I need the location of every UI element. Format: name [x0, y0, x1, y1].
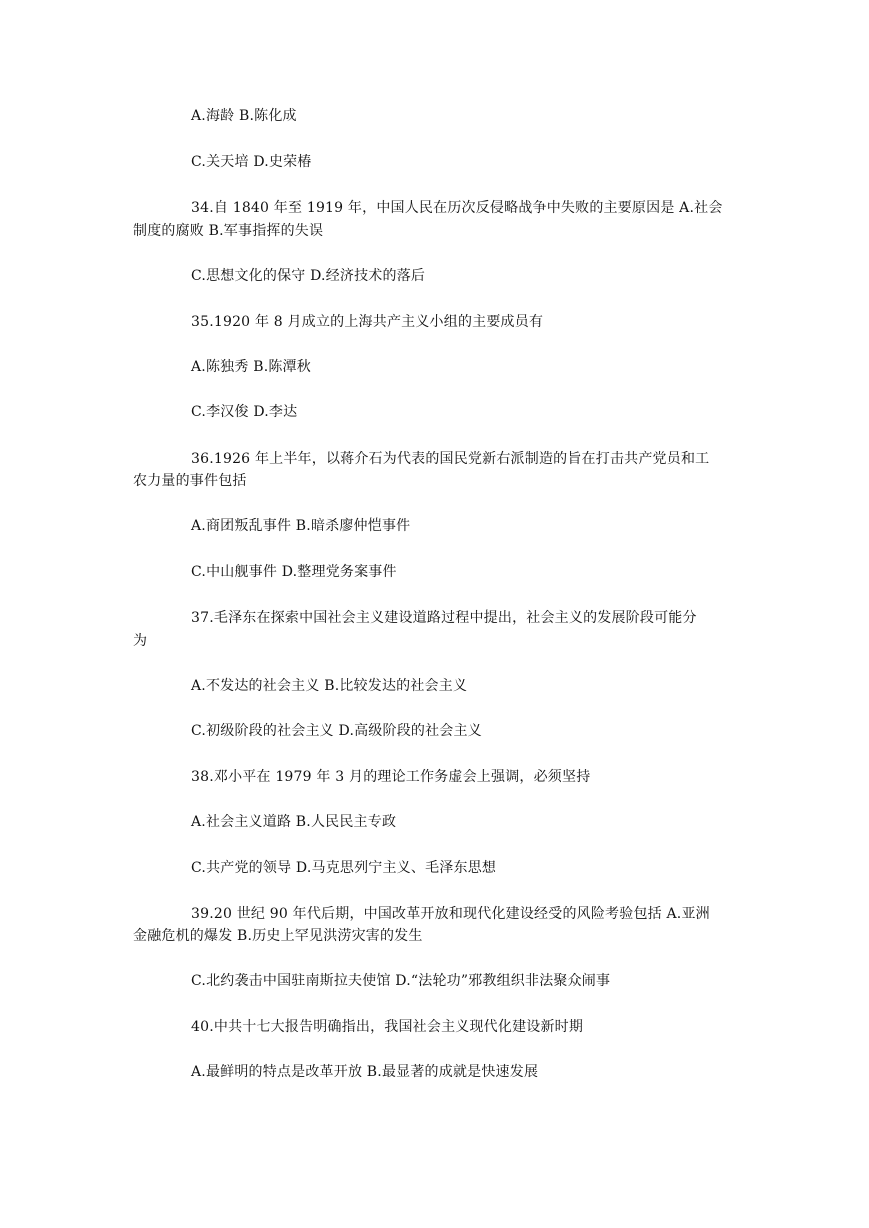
question-36: 36.1926 年上半年，以蒋介石为代表的国民党新右派制造的旨在打击共产党员和工 [191, 451, 710, 467]
option-line-q35-ab: A.陈独秀 B.陈潭秋 [191, 359, 311, 375]
option-line-q38-cd: C.共产党的领导 D.马克思列宁主义、毛泽东思想 [191, 860, 497, 876]
question-37: 37.毛泽东在探索中国社会主义建设道路过程中提出，社会主义的发展阶段可能分 [191, 610, 697, 626]
option-line-q36-cd: C.中山舰事件 D.整理党务案事件 [191, 564, 397, 580]
option-line-q40-ab: A.最鲜明的特点是改革开放 B.最显著的成就是快速发展 [191, 1064, 539, 1080]
option-line-q38-ab: A.社会主义道路 B.人民民主专政 [191, 814, 397, 830]
question-38: 38.邓小平在 1979 年 3 月的理论工作务虚会上强调，必须坚持 [191, 769, 591, 785]
question-34: 34.自 1840 年至 1919 年，中国人民在历次反侵略战争中失败的主要原因是 A.社会 [191, 200, 723, 216]
question-34-cont: 制度的腐败 B.军事指挥的失误 [133, 223, 324, 239]
option-line-q33-cd: C.关天培 D.史荣椿 [191, 154, 312, 170]
question-40: 40.中共十七大报告明确指出，我国社会主义现代化建设新时期 [191, 1019, 584, 1035]
option-line-q33-ab: A.海龄 B.陈化成 [191, 108, 297, 124]
option-line-q36-ab: A.商团叛乱事件 B.暗杀廖仲恺事件 [191, 518, 411, 534]
option-line-q37-ab: A.不发达的社会主义 B.比较发达的社会主义 [191, 678, 468, 694]
question-39: 39.20 世纪 90 年代后期，中国改革开放和现代化建设经受的风险考验包括 A.亚洲 [191, 906, 710, 922]
option-line-q39-cd: C.北约袭击中国驻南斯拉夫使馆 D.“法轮功”邪教组织非法聚众闹事 [191, 973, 611, 989]
question-39-cont: 金融危机的爆发 B.历史上罕见洪涝灾害的发生 [133, 928, 423, 944]
question-36-cont: 农力量的事件包括 [133, 473, 247, 489]
question-35: 35.1920 年 8 月成立的上海共产主义小组的主要成员有 [191, 314, 544, 330]
option-line-q34-cd: C.思想文化的保守 D.经济技术的落后 [191, 268, 426, 284]
question-37-cont: 为 [133, 633, 148, 649]
option-line-q35-cd: C.李汉俊 D.李达 [191, 404, 298, 420]
option-line-q37-cd: C.初级阶段的社会主义 D.高级阶段的社会主义 [191, 723, 482, 739]
